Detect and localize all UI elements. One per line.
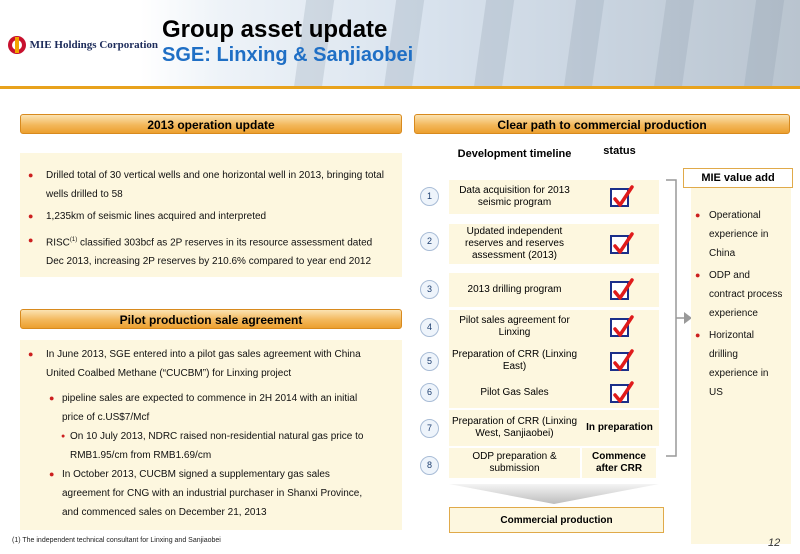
mie-value-add-heading: MIE value add bbox=[683, 168, 793, 188]
pilot-item-2: ● pipeline sales are expected to commence in 2H 2014 with an initial price of c.US$7/Mcf bbox=[62, 389, 362, 427]
operation-bullet-1: ● Drilled total of 30 vertical wells and one horizontal well in 2013, bringing total wells drilled to 58 bbox=[46, 166, 386, 204]
logo-icon bbox=[8, 36, 26, 54]
risc-label: RISC bbox=[46, 237, 70, 249]
step-number: 3 bbox=[420, 280, 439, 299]
step-label: Preparation of CRR (Linxing West, Sanjiaobei) bbox=[449, 410, 580, 446]
commercial-production-box: Commercial production bbox=[449, 507, 664, 533]
step-status bbox=[580, 378, 659, 408]
pilot-item-3: ● On 10 July 2013, NDRC raised non-residential natural gas price to RMB1.95/cm from RMB1.69/cm bbox=[70, 427, 382, 465]
company-logo bbox=[8, 36, 158, 54]
header-divider bbox=[0, 86, 800, 89]
bullet-icon: ● bbox=[695, 210, 701, 220]
step-status bbox=[580, 310, 659, 344]
step-status bbox=[580, 224, 659, 264]
step-label: 2013 drilling program bbox=[449, 273, 580, 307]
step-label: ODP preparation & submission bbox=[449, 448, 580, 478]
bullet-icon: ● bbox=[695, 270, 701, 280]
step-label: Data acquisition for 2013 seismic program bbox=[449, 180, 580, 214]
bullet-icon: ● bbox=[28, 170, 34, 180]
value-item-1: ● Operational experience in China bbox=[709, 206, 779, 263]
checkbox-checked-icon bbox=[610, 188, 629, 207]
step-number: 2 bbox=[420, 232, 439, 251]
step-status bbox=[580, 180, 659, 214]
step-status: Commence after CRR bbox=[582, 448, 656, 478]
down-arrow-icon bbox=[449, 484, 659, 506]
value-item-2: ● ODP and contract process experience bbox=[709, 266, 787, 323]
pilot-item-4: ● In October 2013, CUCBM signed a supplementary gas sales agreement for CNG with an industrial purchaser in Shanxi Province, and commenced sales on December 21, 2013 bbox=[62, 465, 378, 522]
step-label: Pilot sales agreement for Linxing bbox=[449, 310, 580, 344]
step-label: Updated independent reserves and reserves assessment (2013) bbox=[449, 224, 580, 264]
step-label: Pilot Gas Sales bbox=[449, 378, 580, 408]
bracket-arrow-icon bbox=[662, 178, 694, 468]
bullet-icon: ● bbox=[28, 211, 34, 221]
pilot-agreement-heading: Pilot production sale agreement bbox=[20, 309, 402, 329]
timeline-column-header: Development timeline bbox=[457, 148, 572, 160]
operation-update-heading: 2013 operation update bbox=[20, 114, 402, 134]
step-status bbox=[580, 344, 659, 378]
checkbox-checked-icon bbox=[610, 352, 629, 371]
page-title: Group asset update bbox=[162, 16, 388, 43]
footnote-ref: (1) bbox=[69, 237, 78, 243]
value-item-3: ● Horizontal drilling experience in US bbox=[709, 326, 779, 402]
step-number: 5 bbox=[420, 352, 439, 371]
bullet-icon: ● bbox=[695, 330, 701, 340]
footnote: (1) The independent technical consultant for Linxing and Sanjiaobei bbox=[12, 537, 221, 544]
page-subtitle: SGE: Linxing & Sanjiaobei bbox=[162, 44, 414, 66]
operation-update-panel bbox=[20, 153, 402, 277]
step-number: 7 bbox=[420, 419, 439, 438]
company-name: MIE Holdings Corporation bbox=[29, 39, 158, 51]
checkbox-checked-icon bbox=[610, 384, 629, 403]
commercial-path-heading: Clear path to commercial production bbox=[414, 114, 790, 134]
bullet-icon: ● bbox=[28, 349, 34, 359]
operation-bullet-3: ● RISC$^{(1)}$ classified 303bcf as 2P reserves in its resource assessment dated Dec 2013, increasing 2P reserves by 210.6% compared to year end 2012 bbox=[46, 231, 392, 271]
status-column-header: status bbox=[603, 145, 636, 157]
step-status: In preparation bbox=[580, 410, 659, 446]
step-label: Preparation of CRR (Linxing East) bbox=[449, 344, 580, 378]
bullet-icon: ● bbox=[28, 235, 34, 245]
step-number: 6 bbox=[420, 383, 439, 402]
checkbox-checked-icon bbox=[610, 281, 629, 300]
bullet-icon: ● bbox=[49, 469, 55, 479]
bullet-icon: ● bbox=[49, 393, 55, 403]
checkbox-checked-icon bbox=[610, 235, 629, 254]
step-number: 4 bbox=[420, 318, 439, 337]
step-status bbox=[580, 273, 659, 307]
pilot-agreement-panel bbox=[20, 340, 402, 530]
checkbox-checked-icon bbox=[610, 318, 629, 337]
step-number: 8 bbox=[420, 456, 439, 475]
page-number: 12 bbox=[768, 537, 781, 549]
pilot-item-1: ● In June 2013, SGE entered into a pilot gas sales agreement with China United Coalbed Methane (“CUCBM”) for Linxing project bbox=[46, 345, 386, 383]
step-number: 1 bbox=[420, 187, 439, 206]
bullet-icon: ● bbox=[61, 433, 66, 440]
operation-bullet-2: ● 1,235km of seismic lines acquired and interpreted bbox=[46, 207, 386, 226]
